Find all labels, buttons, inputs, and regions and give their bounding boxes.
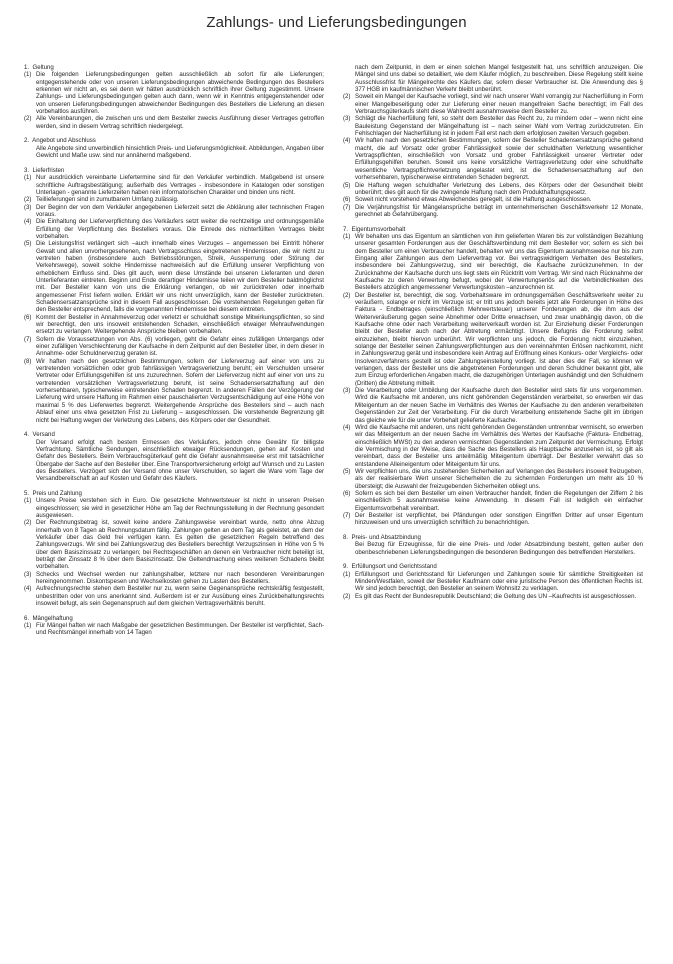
clause-text: Die Leistungsfrist verlängert sich –auch innerhalb eines Verzuges – angemessen bei Eintritt höherer Gewalt und allen unvorhergesehenen, nach Vertragsschluss eingetretenen Hindernissen, die wir nicht zu vertreten haben (insbesondere auch Betriebsstörungen, Streik, Aussperrung oder Störung der Verkehrswege), soweit solche Hindernisse nachweislich auf die Erfüllung unserer Verpflichtung von erheblichem Einfluss sind. Dies gilt auch, wenn diese Umstände bei unseren Lieferanten und deren Unterlieferanten eintreten. Beginn und Ende derartiger Hindernisse teilen wir dem Besteller baldmöglichst mit. Der Besteller kann von uns die Erklärung verlangen, ob wir zurücktreten oder innerhalb angemessener Frist liefern wollen. Erklärt wir uns nicht unverzüglich, kann der Besteller zurücktreten. Schadensersatzansprüche sind in diesem Fall ausgeschlossen. Die vorstehenden Regelungen gelten für den Besteller entsprechend, falls die vorgenannten Hindernisse bei diesem eintreten. <box>36 240 324 314</box>
clause-number <box>343 541 355 556</box>
clause-text: Schlägt die Nacherfüllung fehl, so steht dem Besteller das Recht zu, zu mindern oder – wenn nicht eine Bauleistung Gegenstand der Mängelhaftung ist – nach seiner Wahl vom Vertrag zurückzutreten. Ein Fehlschlagen der Nacherfüllung ist in jedem Fall erst nach dem erfolglosen zweiten Versuch gegeben. <box>355 115 643 138</box>
clause <box>343 196 643 203</box>
clause-number: (1) <box>343 232 351 240</box>
clause <box>343 387 643 424</box>
clause <box>343 468 643 490</box>
clause <box>343 137 643 181</box>
clause-text: Erfüllungsort und Gerichtsstand für Lieferungen und Zahlungen sowie für sämtliche Streitigkeiten ist Minden/Westfalen, soweit der Besteller Kaufmann oder eine juristische Person des öffentlichen Rechts ist. Wir sind jedoch berechtigt, den Besteller an seinem Wohnsitz zu verklagen. <box>355 570 643 593</box>
clause-number: (1) <box>24 497 32 505</box>
clause <box>24 585 324 607</box>
clause-number: (4) <box>343 423 351 431</box>
clause <box>24 145 324 160</box>
clause <box>24 336 324 358</box>
clause-text: Aufrechnungsrechte stehen dem Besteller nur zu, wenn seine Gegenansprüche rechtskräftig festgestellt, unbestritten oder von uns anerkannt sind. Außerdem ist er zur Ausübung eines Zurückbehaltungsrechts insoweit befugt, als sein Gegenanspruch auf dem gleichen Vertragsverhältnis beruht. <box>36 585 324 608</box>
clause <box>24 174 324 196</box>
section-heading: 5. Preis und Zahlung <box>24 489 82 497</box>
clause-number: (7) <box>24 335 32 343</box>
clause-number: (1) <box>24 622 32 630</box>
clause-text: Die Verarbeitung oder Umbildung der Kaufsache durch den Besteller wird stets für uns vorgenommen. Wird die Kaufsache mit anderen, uns nicht gehörenden Gegenständen verarbeitet, so erwerben wir das Miteigentum an der neuen Sache im Verhältnis des Wertes der Kaufsache zu den anderen verarbeiteten Gegenständen zur Zeit der Verarbeitung. Für die durch Verarbeitung entstehende Sache gilt im übrigen das gleiche wie für die unter Vorbehalt gelieferte Kaufsache. <box>355 387 643 424</box>
clause-number: (1) <box>343 570 351 578</box>
clause-number: (5) <box>343 467 351 475</box>
section <box>343 226 643 527</box>
clause-number: (5) <box>343 181 351 189</box>
clause-number: (6) <box>343 196 351 204</box>
clause-text: Es gilt das Recht der Bundesrepublik Deutschland; die Geltung des UN –Kaufrechts ist ausgeschlossen. <box>355 592 637 600</box>
clause-text: Der Besteller ist, berechtigt, die sog. Vorbehaltsware im ordnungsgemäßen Geschäftsverkehr weiter zu veräußern, solange er nicht im Verzuge ist; er tritt uns jedoch bereits jetzt alle Forderungen in Höhe des Faktura - Endbetrages (einschließlich Mehrwertsteuer) unserer Forderungen ab, die ihm aus der Weiterveräußerung gegen seine Abnehmer oder Dritte erwachsen, und zwar unabhängig davon, ob die Kaufsache ohne oder nach Verarbeitung weiterverkauft worden ist. Zur Einziehung dieser Forderungen bleibt der Besteller auch nach der Abtretung ermächtigt. Unsere Befugnis die Forderung selbst einzuziehen, bleibt hiervon unberührt. Wir verpflichten uns jedoch, die Forderung nicht einzuziehen, solange der Besteller seinen Zahlungsverpflichtungen aus den vereinnahmten Erlösen nachkommt, nicht in Zahlungsverzug gerät und insbesondere kein Antrag auf Eröffnung eines Konkurs- oder Vergleichs- oder Insolvenzverfahrens gestellt ist oder Zahlungseinstellung vorliegt. Ist aber dies der Fall, so können wir verlangen, dass der Besteller uns die abgetretenen Forderungen und deren Schuldner bekannt gibt, alle zum Einzug erforderlichen Angaben macht, die dazugehörigen Unterlagen aushändigt und den Schuldnern (Dritten) die Abtretung mitteilt. <box>355 291 643 387</box>
section <box>24 490 324 608</box>
section <box>24 64 324 130</box>
clause-text: Der Versand erfolgt nach bestem Ermessen des Verkäufers, jedoch ohne Gewähr für billigste Verfrachtung. Sämtliche Sendungen, einschließlich etwaiger Rücksendungen, gehen auf Kosten und Gefahr des Bestellers. Beim Verbrauchsgüterkauf geht die Gefahr ausnahmsweise erst mit tatsächlicher Übergabe der Sache auf den Besteller über. Eine Transportversicherung erfolgt auf Wunsch und zu Lasten des Bestellers. Verzögert sich der Versand ohne unser Verschulden, so lagert die Ware vom Tage der Versandbereitschaft an auf Kosten und Gefahr des Käufers. <box>36 438 324 483</box>
clause-number: (1) <box>24 71 32 79</box>
clause-number: (5) <box>24 240 32 248</box>
clause-text: Der Besteller ist verpflichtet, bei Pfändungen oder sonstigen Eingriffen Dritter auf unser Eigentum hinzuweisen und uns unverzüglich schriftlich zu benachrichtigen. <box>355 511 643 527</box>
clause-number: (4) <box>343 137 351 145</box>
clause-text: Der Beginn der von dem Verkäufer angegebenen Lieferzeit setzt die Abklärung aller technischen Fragen voraus. <box>36 203 324 218</box>
section <box>343 563 643 600</box>
clause-text: Die Einhaltung der Lieferverpflichtung des Verkäufers setzt weiter die rechtzeitige und ordnungsgemäße Erfüllung der Verpflichtung des Bestellers voraus. Die Einrede des nichterfüllten Vertrages bleibt vorbehalten. <box>36 218 324 240</box>
right-column <box>343 64 643 607</box>
clause-text: nach dem Zeitpunkt, in dem er einen solchen Mangel festgestellt hat, uns schriftlich anzuzeigen. Die Mängel sind uns dabei so detailliert, wie dem Käufer möglich, zu beschreiben. Diese Regelung stellt keine Ausschlussfrist für Mängelrechte des Käufers dar, sofern dieser Verbraucher ist. Die Anwendung des § 377 HGB im kaufmännischen Verkehr bleibt unberührt. <box>355 64 643 94</box>
clause <box>24 358 324 424</box>
clause-text: Schecks und Wechsel werden nur zahlungshalber, letztere nur nach besonderen Vereinbarungen hereingenommen. Diskontspesen und Wechselkosten gehen zu Lasten des Bestellers. <box>36 570 324 586</box>
clause-text: Unsere Preise verstehen sich in Euro. Die gesetzliche Mehrwertsteuer ist nicht in unseren Preisen eingeschlossen; sie wird in gesetzlicher Höhe am Tag der Rechnungsstellung in der Rechnung gesondert ausgewiesen. <box>36 497 324 519</box>
clause <box>343 182 643 197</box>
clause-number: (7) <box>343 203 351 211</box>
clause-number: (3) <box>24 570 32 578</box>
clause-number: (3) <box>24 203 32 211</box>
clause-text: Wir verpflichten uns, die uns zustehenden Sicherheiten auf Verlangen des Bestellers insoweit freizugeben, als der realisierbare Wert unserer Sicherheiten die zu sichernden Forderungen um mehr als 10 % übersteigt; die Auswahl der freizugebenden Sicherheiten obliegt uns. <box>355 467 643 490</box>
clause <box>343 512 643 527</box>
clause-text: Sofern die Voraussetzungen von Abs. (6) vorliegen, geht die Gefahr eines zufälligen Untergangs oder einer zufälligen Verschlechterung der Kaufsache in dem Zeitpunkt auf den Besteller über, in dem dieser in Annahme- oder Schuldnerverzug geraten ist. <box>36 335 324 358</box>
section-heading: 7. Eigentumsvorbehalt <box>343 225 406 233</box>
clause <box>24 240 324 313</box>
clause-number: (8) <box>24 357 32 365</box>
clause-number: (2) <box>343 93 351 101</box>
clause <box>24 218 324 240</box>
section <box>24 615 324 637</box>
clause-text: Nur ausdrücklich vereinbarte Liefertermine sind für den Verkäufer verbindlich. Maßgebend ist unsere schriftliche Auftragsbestätigung; außerhalb des Vertrages - insbesondere in Katalogen oder sonstigen Unterlagen - genannte Lieferzeiten haben rein informatorischen Charakter und binden uns nicht. <box>36 174 324 196</box>
clause-number: (6) <box>343 489 351 497</box>
clause-number: (2) <box>24 196 32 204</box>
clause <box>343 490 643 512</box>
clause-number: (7) <box>343 511 351 519</box>
section-heading: 6. Mängelhaftung <box>24 614 73 622</box>
clause <box>24 571 324 586</box>
clause-number: (6) <box>24 313 32 321</box>
clause-number: (3) <box>343 115 351 123</box>
clause-text: Wir haften nach den gesetzlichen Bestimmungen, sofern der Besteller Schadensersatzansprüche geltend macht, die auf Vorsatz oder grober Fahrlässigkeit sowie der schuldhaften Verletzung wesentlicher Vertragspflichten, einschließlich von Vorsatz und grober Fahrlässigkeit unserer Vertreter oder Erfüllungsgehilfen beruhen. Soweit uns keine vorsätzliche Vertragsverletzung oder eine schuldhafte wesentliche Vertragspflichtverletzung angelastet wird, ist die Schadensersatzhaftung auf den vorhersehbaren, typischerweise eintretenden Schaden begrenzt. <box>355 137 643 182</box>
clause <box>24 204 324 219</box>
section-heading: 1. Geltung <box>24 64 54 71</box>
clause-number <box>24 145 36 160</box>
clause <box>343 64 643 93</box>
clause-text: Die Haftung wegen schuldhafter Verletzung des Lebens, des Körpers oder der Gesundheit bleibt unberührt; dies gilt auch für die zwingende Haftung nach dem Produkthaftungsgesetz. <box>355 181 643 196</box>
section <box>24 167 324 424</box>
clause-number <box>343 64 355 93</box>
clause <box>24 196 324 203</box>
clause <box>24 71 324 115</box>
clause <box>343 571 643 593</box>
clause-number: (4) <box>24 218 32 226</box>
clause <box>24 314 324 336</box>
clause-text: Der Rechnungsbetrag ist, soweit keine andere Zahlungsweise vereinbart wurde, netto ohne Abzug innerhalb von 8 Tagen ab Rechnungsdatum fällig. Zahlungen gelten an dem Tag als geleistet, an dem der Verkäufer über das Geld frei verfügen kann. Es gelten die gesetzlichen Regeln betreffend des Zahlungsverzugs. Wir sind bei Zahlungsverzug des Bestellers berechtigt Verzugszinsen in Höhe von 5 % über dem Basiszinssatz zu verlangen; bei Rechtsgeschäften an denen ein Verbraucher nicht beteiligt ist, beträgt der Zinssatz 8 % über dem Basiszinssatz. Die Geltendmachung eines weiteren Schadens bleibt vorbehalten. <box>36 519 324 571</box>
clause-text: Soweit nicht vorstehend etwas Abweichendes geregelt, ist die Haftung ausgeschlossen. <box>355 196 592 204</box>
clause-text: Sofern es sich bei dem Besteller um einen Verbraucher handelt, finden die Regelungen der Ziffern 2 bis einschließlich 5 ausnahmsweise keine Anwendung. In diesem Fall ist lediglich ein einfacher Eigentumsvorbehalt vereinbart. <box>355 489 643 512</box>
clause <box>24 519 324 570</box>
clause-text: Alle Angebote sind unverbindlich hinsichtlich Preis- und Lieferungsmöglichkeit. Abbildungen, Angaben über Gewicht und Maße usw. sind nur annähernd maßgebend. <box>36 144 324 160</box>
clause-text: Die Verjährungsfrist für Mängelansprüche beträgt im unternehmerischen Geschäftsverkehr 12 Monate, gerechnet ab Gefahrübergang. <box>355 203 643 218</box>
section-heading: 8. Preis- und Absatzbindung <box>343 534 421 541</box>
clause <box>343 593 643 600</box>
clause-text: Bei Bezug für Erzeugnisse, für die eine Preis- und /oder Absatzbindung besteht, gelten außer den obenbeschriebenen Lieferungsbedingungen die besonderen Bedingungen des betreffenden Herstellers. <box>355 541 643 556</box>
section-heading: 3. Lieferfristen <box>24 166 65 174</box>
clause <box>343 115 643 137</box>
clause-number: (2) <box>343 291 351 299</box>
section-heading: 9. Erfüllungsort und Gerichtsstand <box>343 563 437 571</box>
clause-number: (4) <box>24 585 32 593</box>
clause-text: Die folgenden Lieferungsbedingungen gelten ausschließlich ab sofort für alle Lieferungen; entgegenstehende oder von unseren Lieferungsbedingungen abweichende Bedingungen des Bestellers erkennen wir nicht an, es sei denn wir hätten ausdrücklich schriftlich ihrer Geltung zugestimmt. Unsere Zahlungs- und Lieferungsbedingungen gelten auch dann, wenn wir in Kenntnis entgegenstehender oder von unseren Lieferungsbedingungen abweichender Bedingungen des Bestellers die Lieferung an diesen vorbehaltlos ausführen. <box>36 71 324 116</box>
clause-text: Teillieferungen sind in zumutbarem Umfang zulässig. <box>36 196 179 204</box>
clause-text: Kommt der Besteller in Annahmeverzug oder verletzt er schuldhaft sonstige Mitwirkungspflichten, so sind wir berechtigt, den uns insoweit entstehenden Schaden, einschließlich etwaiger Mehraufwendungen ersetzt zu verlangen. Weitergehende Ansprüche bleiben vorbehalten. <box>36 313 324 336</box>
clause-number: (2) <box>24 115 32 123</box>
clause <box>24 115 324 130</box>
clause-number: (1) <box>24 174 32 182</box>
clause-number: (3) <box>343 387 351 395</box>
left-column <box>24 64 324 644</box>
section <box>343 534 643 556</box>
clause <box>343 541 643 556</box>
clause <box>24 622 324 637</box>
clause <box>24 497 324 519</box>
section <box>24 431 324 482</box>
clause <box>343 233 643 292</box>
clause <box>343 93 643 115</box>
section <box>343 64 643 218</box>
clause-text: Für Mängel haften wir nach Maßgabe der gesetzlichen Bestimmungen. Der Besteller ist verpflichtet, Sach- und Rechtsmängel innerhalb von 14 Tagen <box>36 622 324 637</box>
clause <box>343 292 643 387</box>
clause-text: Wir behalten uns das Eigentum an sämtlichen von ihm gelieferten Waren bis zur vollständigen Bezahlung unserer gesamten Forderungen aus der Geschäftsverbindung mit dem Besteller vor; sofern es sich bei dem Besteller um einen Verbraucher handelt, behalten wir uns das Eigentum ausnahmsweise nur bis zum Eingang aller Zahlungen aus dem Liefervertrag vor. Bei vertragswidrigem Verhalten des Bestellers, insbesondere bei Zahlungsverzug, sind wir berechtigt, die Kaufsache zurückzunehmen. In der Zurücknahme der Kaufsache durch uns liegt stets ein Rücktritt vom Vertrag. Wir sind nach Rücknahme der Kaufsache zu deren Verwertung befugt, wobei der Verwertungserlös auf die Verbindlichkeiten des Bestellers abzüglich angemessener Verwertungskosten –anzurechnen ist. <box>355 232 643 292</box>
clause-text: Soweit ein Mangel der Kaufsache vorliegt, sind wir nach unserer Wahl vorrangig zur Nacherfüllung in Form einer Mangelbeseitigung oder zur Lieferung einer neuen mangelfreien Sache berechtigt; im Fall des Verbrauchsgüterkaufs steht diese Wahlrecht ausnahmsweise dem Besteller zu. <box>355 93 643 116</box>
clause-number <box>24 439 36 483</box>
page-title: Zahlungs- und Lieferungsbedingungen <box>206 14 467 31</box>
clause-number: (2) <box>24 519 32 527</box>
clause-text: Wir haften nach den gesetzlichen Bestimmungen, sofern der Lieferverzug auf einer von uns zu vertretenden vorsätzlichen oder grob fahrlässigen Vertragsverletzung beruht; ein Verschulden unserer Vertreter oder Erfüllungsgehilfen ist uns zuzurechnen. Sofern der Lieferverzug nicht auf einer von uns zu vertretenden vorsätzlichen Vertragsverletzung beruht, ist seine Schadensersatzhaftung auf den vorhersehbaren, typischerweise eintretenden Schaden begrenzt. In anderen Fällen der Verzögerung der Lieferung wird unsere Haftung im Rahmen einer pauschalierten Verzugsentschädigung auf eine Höhe von maximal 5 % des Lieferwertes begrenzt. Weitergehende Ansprüche des Bestellers sind – auch nach Ablauf einer uns etwa gesetzten Frist zu Lieferung – ausgeschlossen. Die vorstehende Begrenzung gilt nicht bei Haftung wegen der Verletzung des Lebens, des Körpers oder der Gesundheit. <box>36 357 324 424</box>
clause-text: Wird die Kaufsache mit anderen, uns nicht gehörenden Gegenständen untrennbar vermischt, so erwerben wir das Miteigentum an der neuen Sache im Verhältnis des Wertes der Kaufsache (Faktura- Endbetrag, einschließlich MWSt) zu den anderen vermischten Gegenständen zum Zeitpunkt der Vermischung. Erfolgt die Vermischung in der Weise, dass die Sache des Bestellers als Hauptsache anzusehen ist, so gilt als vereinbart, dass der Besteller uns anteilmäßig Miteigentum überträgt. Der Besteller verwahrt das so entstandene Alleineigentum oder Miteigentum für uns. <box>355 423 643 468</box>
clause <box>343 424 643 468</box>
clause-text: Alle Vereinbarungen, die zwischen uns und dem Besteller zwecks Ausführung dieser Vertrages getroffen werden, sind in diesem Vertrag schriftlich niedergelegt. <box>36 115 324 130</box>
section-heading: 4. Versand <box>24 431 55 439</box>
clause <box>343 204 643 219</box>
section <box>24 137 324 159</box>
clause-number: (2) <box>343 592 351 600</box>
clause <box>24 439 324 483</box>
section-heading: 2. Angebot und Abschluss <box>24 137 96 145</box>
